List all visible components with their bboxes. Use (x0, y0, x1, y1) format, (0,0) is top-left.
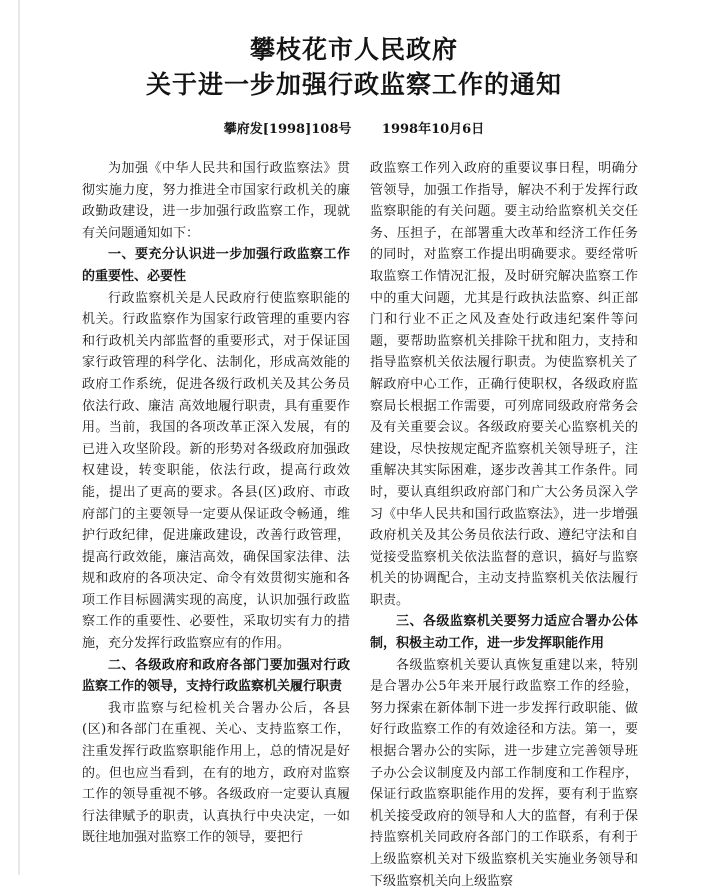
title-block (0, 34, 708, 102)
intro-paragraph: 为加强《中华人民共和国行政监察法》贯彻实施力度，努力推进全市国家行政机关的廉政勤政建设，进一步加强行政监察工作，现就有关问题通知如下： (82, 161, 350, 241)
section-1-paragraph: 行政监察机关是人民政府行使监察职能的机关。行政监察作为国家行政管理的重要内容和行政机关内部监督的重要形式，对于保证国家行政管理的科学化、法制化，形成高效能的政府工作系统，促进各级行政机关及其公务员依法行政、廉洁 高效地履行职责，具有重要作用。当前，我国的各项改革正深入发展，有的已进入攻坚阶段。新的形势对各级政府加强政权建设，转变职能，依法行政，提高行政效能，提出了更高的要求。各县(区)政府、市政府部门的主要领导一定要从保证政令畅通，维护行政纪律，促进廉政建设，改善行政管理，提高行政效能，廉洁高效，确保国家法律、法规和政府的各项决定、命令有效贯彻实施和各项工作目标圆满实现的高度，认识加强行政监察工作的重要性、必要性，采取切实有力的措施，充分发挥行政监察应有的作用。 (82, 290, 350, 652)
section-heading-3: 三、各级监察机关要努力适应合署办公体制，积极主动工作，进一步发挥职能作用 (370, 614, 638, 652)
left-column (82, 158, 350, 849)
notice-title: 关于进一步加强行政监察工作的通知 (145, 70, 562, 99)
section-2-paragraph: 我市监察与纪检机关合署办公后，各县(区)和各部门在重视、关心、支持监察工作，注重发挥行政监察职能作用上，总的情况是好的。但也应当看到，在有的地方，政府对监察工作的领导重视不够。各级政府一定要认真履行法律赋予的职责，认真执行中央决定，一如既往地加强对监察工作的领导，要把行 (82, 700, 350, 846)
section-heading-2: 二、各级政府和政府各部门要加强对行政监察工作的领导，支持行政监察机关履行职责 (82, 657, 350, 695)
section-3-paragraph: 各级监察机关要认真恢复重建以来，特别是合署办公5年来开展行政监察工作的经验，努力探索在新体制下进一步发挥行政职能、做好行政监察工作的有效途径和方法。第一，要根据合署办公的实际，进一步建立完善领导班子办公会议制度及内部工作制度和工作程序，保证行政监察职能作用的发挥，要有利于监察机关接受政府的领导和人大的监督，有利于保持监察机关同政府各部门的工作联系，有利于上级监察机关对下级监察机关实施业务领导和下级监察机关向上级监察 (370, 657, 638, 889)
issuer-title: 攀枝花市人民政府 (249, 35, 458, 64)
right-column (370, 158, 638, 892)
section-2-paragraph-continued: 政监察工作列入政府的重要议事日程，明确分管领导，加强工作指导，解决不利于发挥行政监察职能的有关问题。要主动给监察机关交任务、压担子，在部署重大改革和经济工作任务的同时，对监察工作提出明确要求。要经常听取监察工作情况汇报，及时研究解决监察工作中的重大问题，尤其是行政执法监察、纠正部门和行业不正之风及查处行政违纪案件等问题，要帮助监察机关排除干扰和阻力，支持和指导监察机关依法履行职责。为使监察机关了解政府中心工作，正确行使职权，各级政府监察局长根据工作需要，可列席同级政府常务会及有关重要会议。各级政府要关心监察机关的建设，尽快按规定配齐监察机关领导班子，注重解决其实际困难，逐步改善其工作条件。同时，要认真组织政府部门和广大公务员深入学习《中华人民共和国行政监察法》，进一步增强政府机关及其公务员依法行政、遵纪守法和自觉接受监察机关依法监督的意识，搞好与监察机关的协调配合，主动支持监察机关依法履行职责。 (370, 161, 638, 608)
document-number: 攀府发[1998]108号 (223, 122, 352, 137)
section-heading-1: 一、要充分认识进一步加强行政监察工作的重要性、必要性 (82, 247, 350, 284)
document-date: 1998年10月6日 (381, 122, 485, 137)
document-number-line (0, 118, 708, 137)
